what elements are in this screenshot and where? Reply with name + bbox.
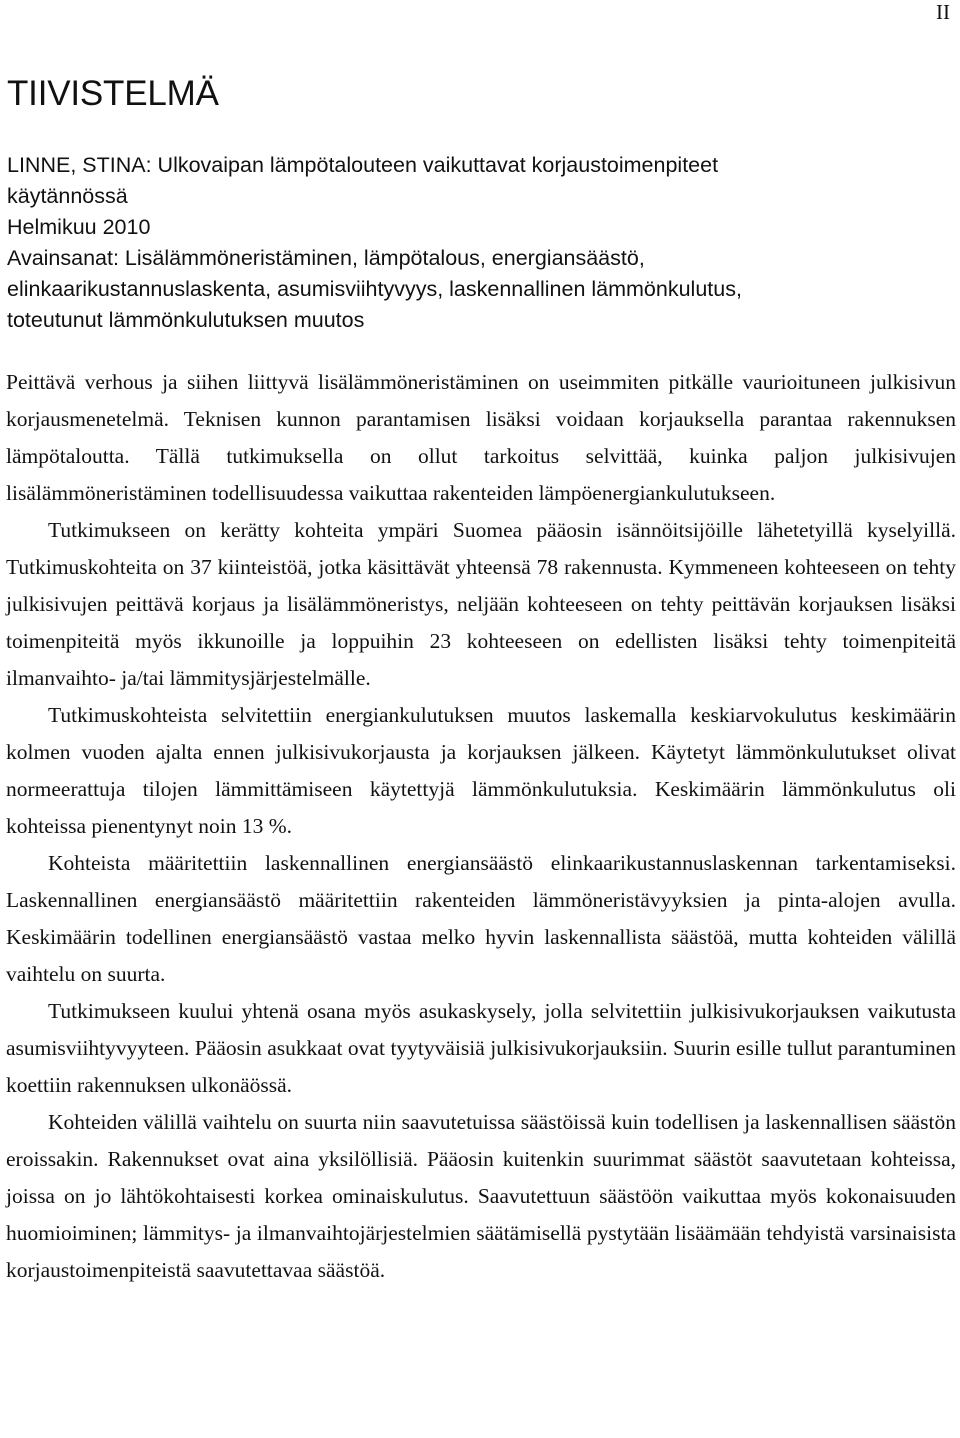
keywords-line-1: Avainsanat: Lisälämmöneristäminen, lämpötalous, energiansäästö, bbox=[7, 246, 645, 270]
page-number: II bbox=[936, 0, 950, 24]
keywords-line-2: elinkaarikustannuslaskenta, asumisviihtyvyys, laskennallinen lämmönkulutus, bbox=[7, 277, 742, 301]
publication-date: Helmikuu 2010 bbox=[7, 215, 151, 239]
keywords-line-3: toteutunut lämmönkulutuksen muutos bbox=[7, 308, 365, 332]
thesis-title: Ulkovaipan lämpötalouteen vaikuttavat korjaustoimenpiteet bbox=[157, 153, 719, 177]
abstract-paragraph-2: Tutkimukseen on kerätty kohteita ympäri Suomea pääosin isännöitsijöille lähetetyillä kyselyillä. Tutkimuskohteita on 37 kiinteistöä, jotka käsittävät yhteensä 78 rakennusta. Kymmeneen kohteeseen on tehty julkisivujen peittävä korjaus ja lisälämmöneristys, neljään kohteeseen on tehty peittävän korjauksen lisäksi toimenpiteitä myös ikkunoille ja loppuihin 23 kohteeseen on edellisten lisäksi tehty toimenpiteitä ilmanvaihto- ja/tai lämmitysjärjestelmälle. bbox=[6, 518, 956, 690]
abstract-paragraph-1: Peittävä verhous ja siihen liittyvä lisälämmöneristäminen on useimmiten pitkälle vaurioituneen julkisivun korjausmenetelmä. Teknisen kunnon parantamisen lisäksi voidaan korjauksella parantaa rakennuksen lämpötaloutta. Tällä tutkimuksella on ollut tarkoitus selvittää, kuinka paljon julkisivujen lisälämmöneristäminen todellisuudessa vaikuttaa rakenteiden lämpöenergiankulutukseen. bbox=[6, 370, 956, 505]
abstract-paragraph-4: Kohteista määritettiin laskennallinen energiansäästö elinkaarikustannuslaskennan tarkentamiseksi. Laskennallinen energiansäästö määritettiin rakenteiden lämmöneristävyyksien ja pinta-alojen avulla. Keskimäärin todellinen energiansäästö vastaa melko hyvin laskennallista säästöä, mutta kohteiden välillä vaihtelu on suurta. bbox=[6, 851, 956, 986]
abstract-paragraph-5: Tutkimukseen kuului yhtenä osana myös asukaskysely, jolla selvitettiin julkisivukorjauksen vaikutusta asumisviihtyvyyteen. Pääosin asukkaat ovat tyytyväisiä julkisivukorjauksiin. Suurin esille tullut parantuminen koettiin rakennuksen ulkonäössä. bbox=[6, 999, 956, 1097]
abstract-paragraph-6: Kohteiden välillä vaihtelu on suurta niin saavutetuissa säästöissä kuin todellisen ja laskennallisen säästön eroissakin. Rakennukset ovat aina yksilöllisiä. Pääosin kuitenkin suurimmat säästöt saavutetaan kohteissa, joissa on jo lähtökohtaisesti korkea ominaiskulutus. Saavutettuun säästöön vaikuttaa myös kokonaisuuden huomioiminen; lämmitys- ja ilmanvaihtojärjestelmien säätämisellä pystytään lisäämään tehdyistä varsinaisista korjaustoimenpiteistä saavutettavaa säästöä. bbox=[6, 1110, 956, 1282]
thesis-title-line bbox=[7, 150, 953, 181]
thesis-title-continuation: käytännössä bbox=[7, 184, 128, 208]
abstract-body bbox=[6, 364, 956, 1289]
title-separator: : bbox=[145, 153, 158, 177]
abstract-paragraph-3: Tutkimuskohteista selvitettiin energiankulutuksen muutos laskemalla keskiarvokulutus keskimäärin kolmen vuoden ajalta ennen julkisivukorjausta ja korjauksen jälkeen. Käytetyt lämmönkulutukset olivat normeerattuja tilojen lämmittämiseen käytettyjä lämmönkulutuksia. Keskimäärin lämmönkulutus oli kohteissa pienentynyt noin 13 %. bbox=[6, 703, 956, 838]
author-name: LINNE, STINA bbox=[7, 153, 146, 177]
page-title: TIIVISTELMÄ bbox=[7, 74, 219, 113]
abstract-metadata bbox=[7, 150, 953, 336]
